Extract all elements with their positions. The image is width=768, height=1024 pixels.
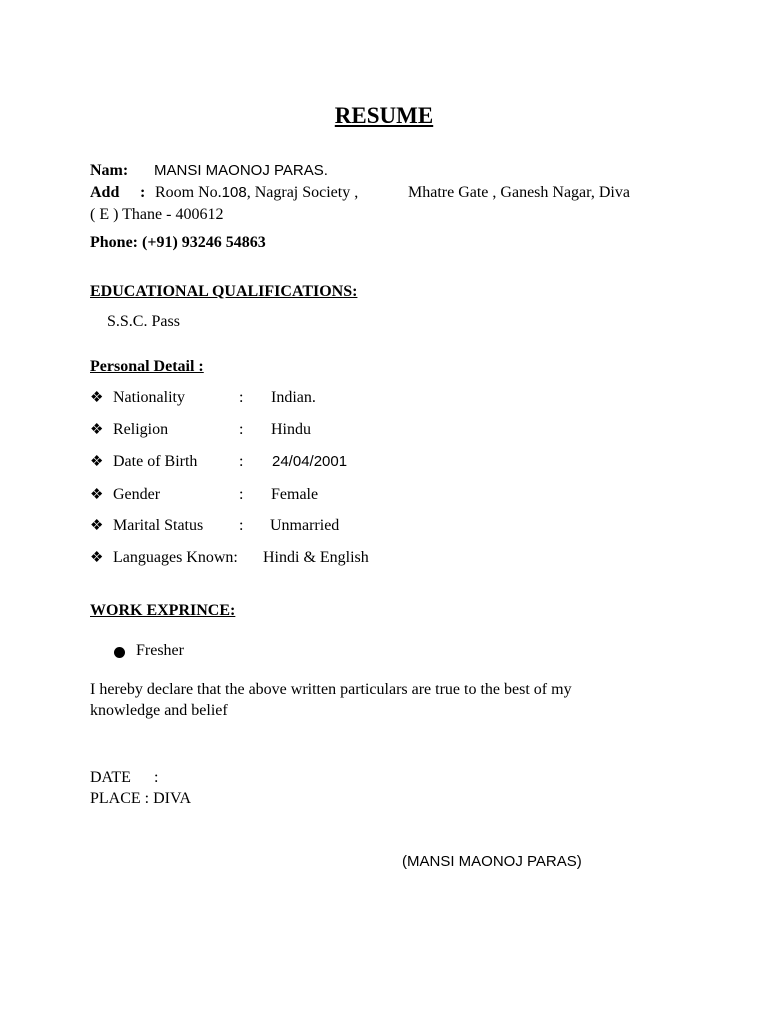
personal-label: Nationality [113, 389, 185, 406]
resume-title: RESUME [334, 103, 434, 128]
diamond-bullet-icon: ❖ [90, 487, 104, 503]
personal-colon: : [239, 421, 244, 438]
address-colon: : [140, 184, 146, 201]
personal-item-gender [90, 485, 490, 505]
work-heading: WORK EXPRINCE: [90, 602, 236, 619]
address-line1 [155, 183, 358, 203]
address-room-number: 108 [221, 184, 247, 201]
personal-value: Female [271, 486, 319, 503]
name-value: MANSI MAONOJ PARAS. [154, 162, 328, 179]
address-label: Add [90, 184, 120, 201]
address-line1-part2: , Nagraj Society , [246, 184, 359, 201]
phone-line: Phone: (+91) 93246 54863 [90, 234, 266, 251]
personal-item-marital-status [90, 516, 490, 536]
diamond-bullet-icon: ❖ [90, 454, 104, 470]
bullet-dot-icon [114, 647, 125, 658]
personal-value: Indian. [271, 389, 316, 406]
personal-item-religion [90, 420, 490, 440]
address-line1-continued: Mhatre Gate , Ganesh Nagar, Diva [408, 184, 630, 201]
personal-value: Hindu [271, 421, 311, 438]
work-item: Fresher [136, 642, 184, 659]
address-line2: ( E ) Thane - 400612 [90, 206, 224, 223]
personal-heading: Personal Detail : [90, 358, 204, 375]
diamond-bullet-icon: ❖ [90, 518, 104, 534]
personal-colon: : [239, 517, 244, 534]
place-line: PLACE : DIVA [90, 790, 192, 807]
personal-item-dob [90, 452, 490, 472]
date-colon: : [154, 769, 159, 786]
declaration-line2: knowledge and belief [90, 702, 228, 719]
personal-colon: : [239, 486, 244, 503]
date-label: DATE [90, 769, 131, 786]
personal-label: Marital Status [113, 517, 204, 534]
personal-label: Languages Known: [113, 549, 238, 566]
education-heading: EDUCATIONAL QUALIFICATIONS: [90, 283, 358, 300]
diamond-bullet-icon: ❖ [90, 390, 104, 406]
personal-item-languages [90, 548, 490, 568]
name-label: Nam: [90, 162, 129, 179]
personal-value: Hindi & English [263, 549, 369, 566]
personal-label: Date of Birth [113, 453, 198, 470]
personal-colon: : [239, 389, 244, 406]
signature-name: (MANSI MAONOJ PARAS) [402, 853, 582, 870]
declaration-line1: I hereby declare that the above written particulars are true to the best of my [90, 681, 572, 698]
personal-label: Gender [113, 486, 161, 503]
personal-label: Religion [113, 421, 169, 438]
personal-value: 24/04/2001 [272, 453, 348, 470]
education-item: S.S.C. Pass [107, 313, 180, 330]
diamond-bullet-icon: ❖ [90, 422, 104, 438]
personal-colon: : [239, 453, 244, 470]
personal-value: Unmarried [270, 517, 340, 534]
diamond-bullet-icon: ❖ [90, 550, 104, 566]
personal-item-nationality [90, 388, 490, 408]
address-line1-part1: Room No. [155, 184, 222, 201]
